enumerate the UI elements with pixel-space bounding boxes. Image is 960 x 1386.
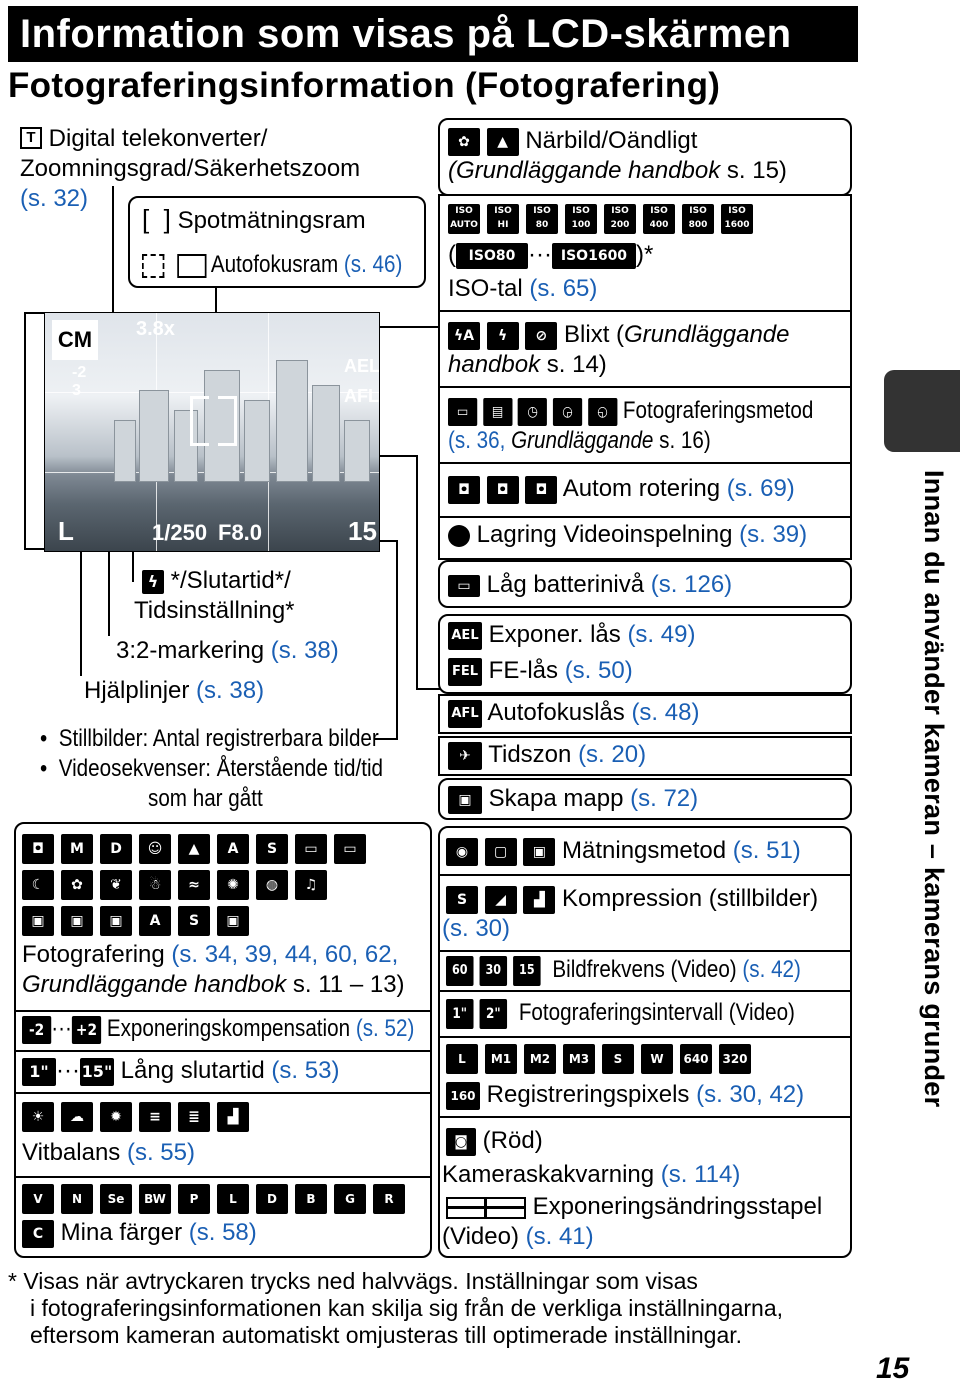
- battery-item: [448, 570, 732, 600]
- wb-custom-icon: ▟: [217, 1102, 249, 1132]
- macro-icon: ✿: [448, 128, 480, 156]
- leader-line: [396, 540, 398, 740]
- fps-item: [446, 955, 801, 986]
- afl-ref[interactable]: (s. 48): [631, 699, 700, 726]
- rec-label: Lagring Videoinspelning: [476, 521, 733, 548]
- fps-icon: 60: [446, 956, 474, 986]
- resolution-icon: M3: [563, 1044, 595, 1074]
- af-item: [142, 250, 402, 280]
- iso-icon: [721, 204, 753, 234]
- shooting-refs[interactable]: (s. 34, 39, 44, 60, 62,: [171, 941, 399, 968]
- snow-icon: ☃: [139, 870, 171, 900]
- compression-superfine-icon: S: [446, 886, 478, 914]
- ael-ref[interactable]: (s. 49): [627, 621, 696, 648]
- lcd-ev-top: -2: [72, 364, 87, 381]
- divider: [14, 1092, 432, 1094]
- rec-item: [448, 520, 807, 550]
- movie-swap-icon: S: [178, 906, 210, 936]
- my-colors-icon: B: [295, 1184, 327, 1214]
- resolution-icon: L: [446, 1044, 478, 1074]
- my-colors-icon: G: [334, 1184, 366, 1214]
- exposure-bar-icon: [446, 1197, 526, 1219]
- rotate-right-icon: ◘: [525, 476, 557, 504]
- leader-line: [380, 455, 418, 457]
- divider: [438, 1036, 852, 1038]
- rotate-ref[interactable]: (s. 69): [726, 475, 795, 502]
- iso-icon: [487, 204, 519, 234]
- divider: [14, 1176, 432, 1178]
- self-timer-custom-icon: ◵: [588, 398, 617, 426]
- iso-icon-top: ISO: [455, 206, 473, 216]
- ratio-item: [116, 636, 339, 666]
- leader-line: [380, 326, 438, 328]
- shooting-guide-title: Grundläggande handbok: [22, 971, 287, 998]
- digital-tele-ref[interactable]: (s. 32): [20, 185, 89, 212]
- tz-label: Tidszon: [488, 741, 572, 768]
- long-shutter-ref[interactable]: (s. 53): [271, 1057, 340, 1084]
- flash-ref: s. 14): [546, 351, 607, 378]
- bullet-stills-label: Stillbilder: Antal registrerbara bilder: [58, 725, 379, 752]
- battery-label: Låg batterinivå: [486, 571, 645, 598]
- leader-line: [416, 455, 418, 690]
- my-colors-custom-icon: C: [22, 1220, 54, 1248]
- resolution-icon: S: [602, 1044, 634, 1074]
- fps-icon: 30: [480, 956, 508, 986]
- fel-icon: FEL: [448, 658, 482, 686]
- leader-line: [132, 552, 134, 582]
- expbar-label: Exponeringsändringsstapel: [532, 1193, 823, 1220]
- grid-label: Hjälplinjer: [84, 677, 190, 704]
- iso-icon-top: ISO: [494, 206, 512, 216]
- long-shutter-label: Lång slutartid: [120, 1057, 265, 1084]
- long-shutter-item: 1" ··· 15" Lång slutartid (s. 53): [22, 1056, 339, 1086]
- iso-label: ISO-tal: [448, 275, 523, 302]
- fireworks-icon: ✺: [217, 870, 249, 900]
- white-balance-icons: [22, 1102, 256, 1132]
- expbar-item: [446, 1192, 822, 1222]
- macro-ref: s. 15): [726, 157, 787, 184]
- leader-line: [108, 552, 110, 636]
- expbar-ref[interactable]: (s. 41): [525, 1223, 594, 1250]
- fps-label: Bildfrekvens (Video): [552, 956, 737, 983]
- iso-icon: [604, 204, 636, 234]
- night-scene-icon: ☾: [22, 870, 54, 900]
- spot-item: [142, 204, 366, 236]
- movie-accent-icon: A: [139, 906, 171, 936]
- metering-evaluative-icon: ◉: [446, 838, 478, 866]
- camera-icon: ◘: [22, 834, 54, 864]
- shooting-mode-icons-row2: [22, 870, 334, 900]
- iso-icon-value: 800: [688, 220, 708, 230]
- wb-fluorescent-h-icon: ≣: [178, 1102, 210, 1132]
- underwater-icon: ◍: [256, 870, 288, 900]
- resolution-item: [446, 1080, 804, 1110]
- ratio-label: 3:2-markering: [116, 637, 265, 664]
- divider: [438, 1116, 852, 1118]
- iso-icon-value: AUTO: [450, 220, 478, 230]
- metering-center-icon: ▢: [485, 838, 517, 866]
- resolution-icon: M2: [524, 1044, 556, 1074]
- battery-low-icon: ▭: [448, 575, 480, 597]
- record-dot-icon: [448, 525, 470, 547]
- iso-icon-value: 200: [610, 220, 630, 230]
- resolution-ref[interactable]: (s. 30, 42): [696, 1081, 805, 1108]
- my-colors-icon: L: [217, 1184, 249, 1214]
- shooting-guide-ref: s. 11 – 13): [292, 971, 405, 998]
- divider: [14, 1010, 432, 1012]
- divider: [14, 1050, 432, 1052]
- movie-compact-icon: ▣: [100, 906, 132, 936]
- af-frame-icon: [142, 254, 164, 278]
- lcd-shots: 15: [348, 516, 377, 546]
- digital-tele-label: Digital telekonverter/: [48, 125, 268, 152]
- iso-icon-value: 1600: [724, 220, 750, 230]
- af-ref[interactable]: (s. 46): [343, 251, 403, 278]
- iso-icons: [448, 204, 760, 234]
- fps-icons: [446, 956, 547, 983]
- resolution-icons: [446, 1044, 758, 1074]
- evcomp-label: Exponeringskompensation: [106, 1015, 351, 1042]
- self-timer-10-icon: ◷: [518, 398, 547, 426]
- footnote: [8, 1268, 783, 1349]
- macro-label: Närbild/Oändligt: [525, 127, 698, 154]
- fps-ref[interactable]: (s. 42): [742, 956, 801, 983]
- flash-item: [448, 320, 789, 350]
- foliage-icon: ❦: [100, 870, 132, 900]
- flash-shutter-label: */Slutartid*/: [170, 567, 291, 594]
- resolution-icon: 320: [719, 1044, 751, 1074]
- metering-spot-icon: ▣: [523, 838, 555, 866]
- fel-item: [448, 656, 633, 686]
- leader-line: [24, 548, 44, 550]
- flash-off-icon: ⊘: [525, 322, 557, 350]
- digital-tele-item: [20, 124, 267, 154]
- iso-icon-top: ISO: [728, 206, 746, 216]
- folder-item: [448, 784, 698, 814]
- my-colors-icons: [22, 1184, 412, 1214]
- ael-item: [448, 620, 695, 650]
- iso-icon-top: ISO: [572, 206, 590, 216]
- stitch-left-icon: ▭: [295, 834, 327, 864]
- shooting-label: Fotografering: [22, 941, 165, 968]
- interval-icon: 2": [480, 999, 508, 1029]
- create-folder-icon: ▣: [448, 786, 482, 814]
- my-colors-icon: D: [256, 1184, 288, 1214]
- afl-icon: AFL: [448, 700, 482, 728]
- macro-guide-title: (Grundläggande handbok: [448, 157, 721, 184]
- wb-label: Vitbalans: [22, 1139, 121, 1166]
- iso-icon-value: 400: [649, 220, 669, 230]
- shake-red-item: [446, 1126, 543, 1156]
- leader-line: [416, 688, 440, 690]
- iso-icon-top: ISO: [650, 206, 668, 216]
- ev-minus-icon: -2: [22, 1016, 51, 1044]
- my-colors-icon: Se: [100, 1184, 132, 1214]
- folder-ref[interactable]: (s. 72): [630, 785, 699, 812]
- lcd-ev-bottom: 3: [72, 382, 81, 399]
- resolution-icon: 640: [680, 1044, 712, 1074]
- portrait-icon: ☺: [139, 834, 171, 864]
- flash-shutter-item: [142, 566, 291, 596]
- ratio-ref[interactable]: (s. 38): [270, 637, 339, 664]
- landscape-icon: ▲: [178, 834, 210, 864]
- movie-standard-icon: ▣: [22, 906, 54, 936]
- drive-refs: [448, 426, 711, 456]
- iso-icon: [643, 204, 675, 234]
- expbar-video: (Video): [442, 1223, 519, 1250]
- fel-label: FE-lås: [488, 657, 559, 684]
- my-colors-icon: N: [61, 1184, 93, 1214]
- evcomp-ref[interactable]: (s. 52): [355, 1015, 415, 1042]
- flash-auto-icon: ϟA: [448, 322, 480, 350]
- fps-icon: 15: [513, 956, 541, 986]
- shooting-guide: [22, 970, 405, 1000]
- color-swap-icon: S: [256, 834, 288, 864]
- self-timer-2-icon: ◶: [553, 398, 582, 426]
- iso-icon-top: ISO: [533, 206, 551, 216]
- iso-icon: [565, 204, 597, 234]
- footnote-line-1: * Visas när avtryckaren trycks ned halvvägs. Inställningar som visas: [8, 1268, 698, 1294]
- iso-icon: [448, 204, 480, 234]
- resolution-icon: M1: [485, 1044, 517, 1074]
- lcd-ael: AEL: [344, 356, 380, 376]
- expbar-ref-item: [442, 1222, 594, 1252]
- iso-icon: [526, 204, 558, 234]
- bullet-video-label: Videosekvenser: Återstående tid/tid: [58, 755, 384, 782]
- kids-pets-icon: ✿: [61, 870, 93, 900]
- shake-item: [442, 1160, 740, 1190]
- chapter-title: Innan du använder kameran – kamerans grunder: [919, 470, 949, 1108]
- flash-guide-title-2: handbok: [448, 351, 541, 378]
- my-colors-icon: P: [178, 1184, 210, 1214]
- drive-single-icon: ▭: [448, 398, 477, 426]
- leader-line: [80, 552, 82, 676]
- flash-guide-title: Grundläggande: [624, 321, 790, 348]
- iso-item: [448, 274, 597, 304]
- spot-label: Spotmätningsram: [177, 207, 366, 234]
- evcomp-item: -2 ··· +2 Exponeringskompensation (s. 52): [22, 1014, 414, 1044]
- af-box-icon: [177, 254, 206, 278]
- rotate-item: [448, 474, 795, 504]
- compression-fine-icon: ◢: [485, 886, 517, 914]
- flash-on-icon: ϟ: [487, 322, 519, 350]
- iso-range: ( ISO80 ··· ISO1600 )*: [448, 241, 654, 268]
- chapter-tab: [884, 370, 960, 452]
- my-colors-icon: V: [22, 1184, 54, 1214]
- rotate-left-icon: ◘: [487, 476, 519, 504]
- rotate-auto-icon: ◘: [448, 476, 480, 504]
- footnote-line-2: i fotograferingsinformationen kan skilja sig från de verkliga inställningarna,: [30, 1295, 784, 1321]
- iso-80-icon: ISO80: [456, 243, 528, 269]
- my-colors-label: Mina färger: [60, 1219, 183, 1246]
- leader-line: [112, 186, 114, 316]
- tz-ref[interactable]: (s. 20): [578, 741, 647, 768]
- rotate-label: Autom rotering: [562, 475, 721, 502]
- folder-label: Skapa mapp: [488, 785, 624, 812]
- red-label: (Röd): [482, 1127, 543, 1154]
- my-colors-item: [22, 1218, 257, 1248]
- divider: [438, 950, 852, 952]
- res-160-icon: 160: [446, 1082, 480, 1110]
- iso-icon-value: 100: [571, 220, 591, 230]
- iso-icon: [682, 204, 714, 234]
- flash-shutter-label-2: Tidsinställning*: [134, 597, 295, 624]
- drive-continuous-icon: ▤: [483, 398, 512, 426]
- tz-item: [448, 740, 646, 770]
- indoor-icon: ♫: [295, 870, 327, 900]
- resolution-label: Registreringspixels: [486, 1081, 690, 1108]
- iso-ref[interactable]: (s. 65): [529, 275, 598, 302]
- grid-ref[interactable]: (s. 38): [196, 677, 265, 704]
- metering-ref[interactable]: (s. 51): [732, 837, 801, 864]
- fel-ref[interactable]: (s. 50): [564, 657, 633, 684]
- digital-tele-label-2: Zoomningsgrad/Säkerhetszoom: [20, 155, 361, 182]
- section-subtitle: Fotograferingsinformation (Fotografering): [8, 66, 721, 105]
- divider: [438, 874, 852, 876]
- page-title: Information som visas på LCD-skärmen: [8, 6, 858, 62]
- wb-fluorescent-icon: ≡: [139, 1102, 171, 1132]
- wb-item: [22, 1138, 195, 1168]
- macro-guide: [448, 156, 787, 186]
- flash-label: Blixt (: [564, 321, 625, 348]
- flash-icon: ϟ: [142, 570, 164, 594]
- my-colors-icon: R: [373, 1184, 405, 1214]
- shake-label: Kameraskakvarning: [442, 1161, 655, 1188]
- metering-item: [446, 836, 801, 866]
- page-number: 15: [876, 1352, 910, 1385]
- wb-daylight-icon: ☀: [22, 1102, 54, 1132]
- bullet-stills: • Stillbilder: Antal registrerbara bilder: [40, 725, 379, 752]
- resolution-icon: W: [641, 1044, 673, 1074]
- shooting-mode-icons-row1: [22, 834, 373, 864]
- battery-ref[interactable]: (s. 126): [650, 571, 733, 598]
- iso-1600-icon: ISO1600: [552, 243, 636, 269]
- shooting-mode-icons-row3: [22, 906, 256, 936]
- lcd-size: L: [58, 516, 74, 546]
- footnote-line-3: eftersom kameran automatiskt omjusteras till optimerade inställningar.: [30, 1322, 743, 1348]
- interval-label: Fotograferingsintervall (Video): [518, 999, 795, 1026]
- lcd-afl: AFL: [344, 386, 379, 406]
- drive-ref[interactable]: (s. 36,: [448, 427, 506, 454]
- macro-item: [448, 126, 697, 156]
- af-label: Autofokusram: [210, 251, 339, 278]
- afl-label: Autofokuslås: [487, 699, 625, 726]
- drive-guide-title: Grundläggande: [511, 427, 654, 454]
- compression-normal-icon: ▟: [523, 886, 555, 914]
- my-colors-ref[interactable]: (s. 58): [188, 1219, 257, 1246]
- movie-fast-icon: ▣: [61, 906, 93, 936]
- wb-tungsten-icon: ✹: [100, 1102, 132, 1132]
- drive-guide-ref: s. 16): [659, 427, 711, 454]
- lcd-shutter: 1/250: [152, 520, 208, 545]
- tele-icon: T: [20, 127, 42, 149]
- interval-item: [446, 998, 795, 1029]
- iso-icon-top: ISO: [611, 206, 629, 216]
- rec-ref[interactable]: (s. 39): [739, 521, 808, 548]
- shake-ref[interactable]: (s. 114): [660, 1161, 741, 1188]
- interval-icon: 1": [446, 999, 474, 1029]
- afl-item: [448, 698, 699, 728]
- iso-icon-value: HI: [497, 220, 509, 230]
- beach-icon: ≈: [178, 870, 210, 900]
- compression-item: [446, 884, 818, 914]
- camera-shake-icon: ◙: [446, 1128, 476, 1156]
- manual-mode-icon: M: [61, 834, 93, 864]
- lcd-zoom: 3.8x: [136, 318, 175, 340]
- lcd-frame: [44, 312, 380, 552]
- bullet-video: • Videosekvenser: Återstående tid/tid: [40, 755, 384, 782]
- lcd-mode-icon: CM: [52, 320, 98, 360]
- wb-cloudy-icon: ☁: [61, 1102, 93, 1132]
- iso-icon-value: 80: [535, 220, 549, 230]
- compression-label: Kompression (stillbilder): [562, 885, 819, 912]
- spot-frame-icon: [ ]: [142, 204, 171, 234]
- ev-plus-icon: +2: [72, 1016, 101, 1044]
- grid-item: [84, 676, 264, 706]
- airplane-icon: ✈: [448, 742, 482, 770]
- leader-line: [24, 312, 26, 550]
- wb-ref[interactable]: (s. 55): [126, 1139, 195, 1166]
- flash-guide: [448, 350, 607, 380]
- long-shutter-from-icon: 1": [22, 1058, 56, 1086]
- interval-icons: [446, 999, 513, 1026]
- my-colors-icon: BW: [139, 1184, 171, 1214]
- long-shutter-to-icon: 15": [80, 1058, 114, 1086]
- lcd-aperture: F8.0: [218, 520, 263, 545]
- shooting-item: [22, 940, 398, 970]
- bullet-video-label-2: som har gått: [148, 785, 263, 812]
- ael-label: Exponer. lås: [488, 621, 621, 648]
- stitch-right-icon: ▭: [334, 834, 366, 864]
- divider: [438, 990, 852, 992]
- leader-line: [24, 312, 44, 314]
- drive-item: [448, 396, 813, 426]
- digital-macro-icon: D: [100, 834, 132, 864]
- color-accent-icon: A: [217, 834, 249, 864]
- iso-icon-top: ISO: [689, 206, 707, 216]
- movie-timelapse-icon: ▣: [217, 906, 249, 936]
- infinity-icon: ▲: [487, 128, 519, 156]
- compression-ref[interactable]: (s. 30): [442, 915, 511, 942]
- metering-label: Mätningsmetod: [562, 837, 727, 864]
- ael-icon: AEL: [448, 622, 482, 650]
- drive-label: Fotograferingsmetod: [622, 397, 814, 424]
